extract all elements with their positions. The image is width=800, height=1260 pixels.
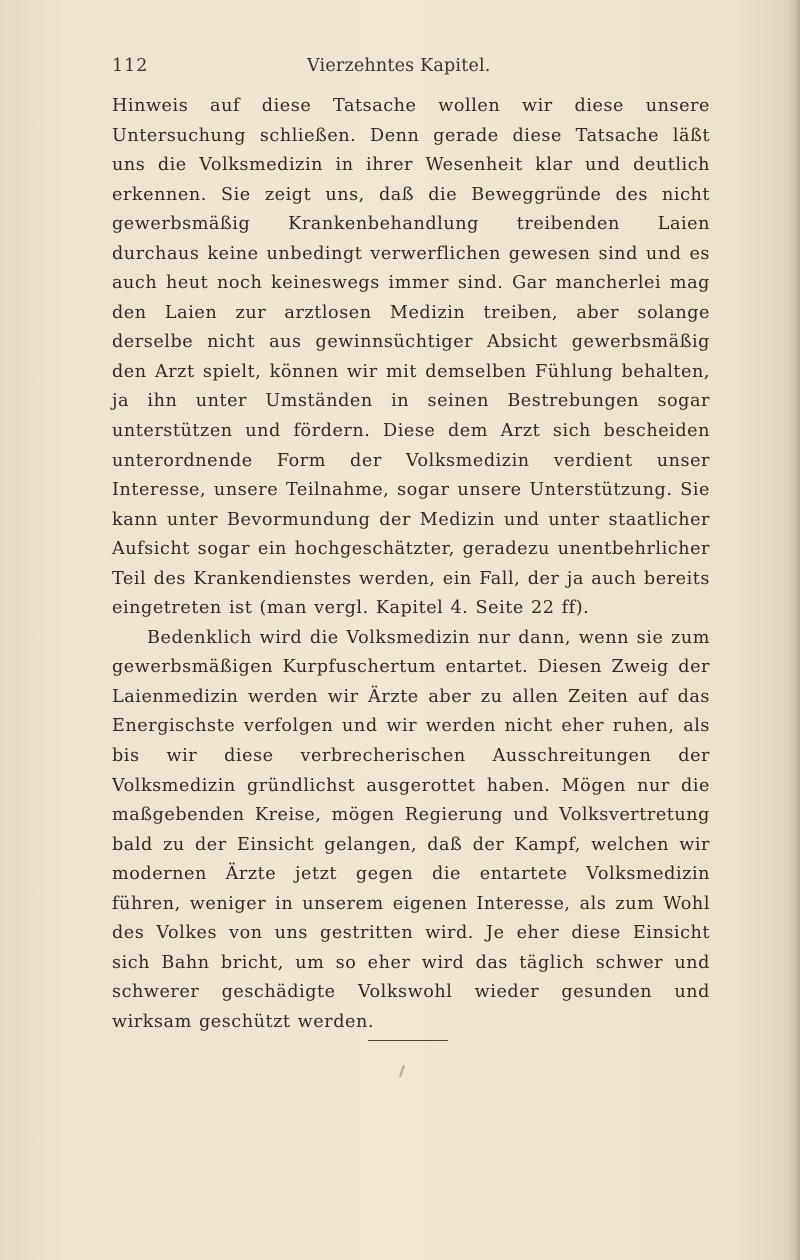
body-text (112, 92, 710, 1038)
paragraph-kurpfuschertum: Bedenklich wird die Volksmedizin nur dann, wenn sie zum gewerbsmäßigen Kurpfuschertum entartet. Diesen Zweig der Laienmedizin werden wir Ärzte aber zu allen Zeiten auf das Energischste verfolgen und wir werden nicht eher ruhen, als bis wir diese verbrecherischen Ausschreitungen der Volksmedizin gründlichst ausgerottet haben. Mögen nur die maßgebenden Kreise, mögen Regierung und Volksvertretung bald zu der Einsicht gelangen, daß der Kampf, welchen wir modernen Ärzte jetzt gegen die entartete Volksmedizin führen, weniger in unserem eigenen Interesse, als zum Wohl des Volkes von uns gestritten wird. Je eher diese Einsicht sich Bahn bricht, um so eher wird das täglich schwer und schwerer geschädigte Volkswohl wieder gesunden und wirksam geschützt werden. (112, 627, 710, 1032)
page-number: 112 (112, 56, 149, 76)
chapter-title: Vierzehntes Kapitel. (307, 56, 491, 76)
chapter-end-rule (368, 1040, 448, 1041)
page-edge-shadow (786, 0, 800, 1260)
paragraph-continuation: Hinweis auf diese Tatsache wollen wir diese unsere Untersuchung schließen. Denn gerade diese Tatsache läßt uns die Volksmedizin in ihrer Wesenheit klar und deutlich erkennen. Sie zeigt uns, daß die Beweggründe des nicht gewerbsmäßig Krankenbehandlung treibenden Laien durchaus keine unbedingt verwerflichen gewesen sind und es auch heut noch keineswegs immer sind. Gar mancherlei mag den Laien zur arztlosen Medizin treiben, aber solange derselbe nicht aus gewinnsüchtiger Absicht gewerbsmäßig den Arzt spielt, können wir mit demselben Fühlung behalten, ja ihn unter Umständen in seinen Bestrebungen sogar unterstützen und fördern. Diese dem Arzt sich bescheiden unterordnende Form der Volksmedizin verdient unser Interesse, unsere Teilnahme, sogar unsere Unterstützung. Sie kann unter Bevormundung der Medizin und unter staatlicher Aufsicht sogar ein hochgeschätzter, geradezu unentbehrlicher Teil des Krankendienstes werden, ein Fall, der ja auch bereits eingetreten ist (man vergl. Kapitel 4. Seite 22 ff). (112, 96, 710, 619)
running-head (112, 56, 672, 82)
stray-mark (399, 1065, 405, 1077)
